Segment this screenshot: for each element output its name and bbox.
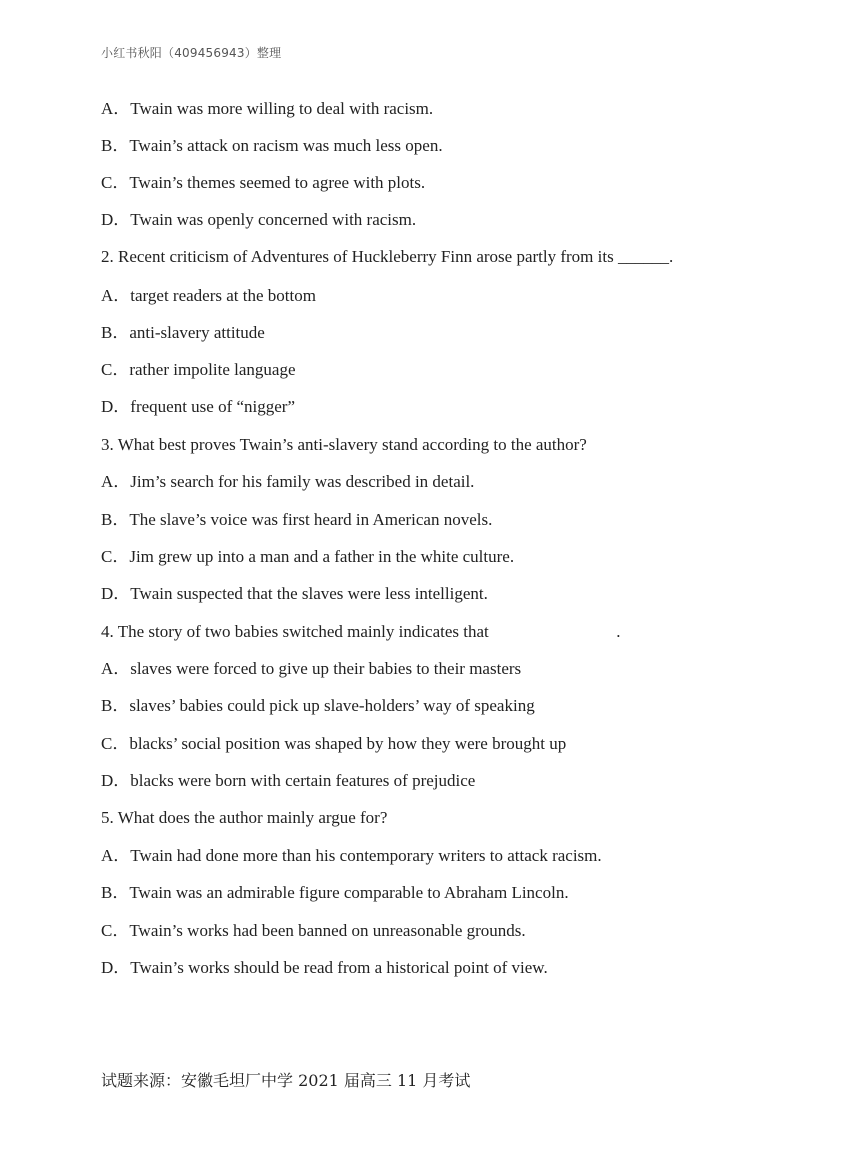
question-3: 3. What best proves Twain’s anti-slavery stand according to the author? — [101, 435, 587, 454]
q2-option-d: D．frequent use of “nigger” — [101, 397, 296, 416]
q1-option-b: B．Twain’s attack on racism was much less open. — [101, 136, 443, 155]
q5-option-a: A．Twain had done more than his contemporary writers to attack racism. — [101, 846, 602, 865]
q1-option-c: C．Twain’s themes seemed to agree with plots. — [101, 173, 426, 192]
question-5: 5. What does the author mainly argue for? — [101, 808, 388, 827]
q2-option-b: B．anti-slavery attitude — [101, 323, 265, 342]
page-header-source: 小红书秋阳（409456943）整理 — [101, 46, 282, 60]
q3-option-a: A．Jim’s search for his family was described in detail. — [101, 472, 475, 491]
q4-option-c: C．blacks’ social position was shaped by how they were brought up — [101, 734, 567, 753]
q5-option-d: D．Twain’s works should be read from a historical point of view. — [101, 958, 548, 977]
q3-option-d: D．Twain suspected that the slaves were less intelligent. — [101, 584, 488, 603]
q5-option-b: B．Twain was an admirable figure comparable to Abraham Lincoln. — [101, 883, 569, 902]
q2-option-a: A．target readers at the bottom — [101, 286, 316, 305]
q2-option-c: C．rather impolite language — [101, 360, 296, 379]
q4-option-b: B．slaves’ babies could pick up slave-holders’ way of speaking — [101, 696, 535, 715]
q4-option-a: A．slaves were forced to give up their babies to their masters — [101, 659, 522, 678]
q1-option-a: A．Twain was more willing to deal with racism. — [101, 99, 434, 118]
page-footer-source: 试题来源：安徽毛坦厂中学 2021 届高三 11 月考试 — [101, 1071, 471, 1090]
q1-option-d: D．Twain was openly concerned with racism. — [101, 210, 417, 229]
q5-option-c: C．Twain’s works had been banned on unreasonable grounds. — [101, 921, 526, 940]
q4-option-d: D．blacks were born with certain features of prejudice — [101, 771, 476, 790]
question-2: 2. Recent criticism of Adventures of Huckleberry Finn arose partly from its ______. — [101, 247, 674, 266]
q3-option-c: C．Jim grew up into a man and a father in the white culture. — [101, 547, 515, 566]
q3-option-b: B．The slave’s voice was first heard in American novels. — [101, 510, 493, 529]
question-4: 4. The story of two babies switched mainly indicates that . — [101, 622, 621, 641]
